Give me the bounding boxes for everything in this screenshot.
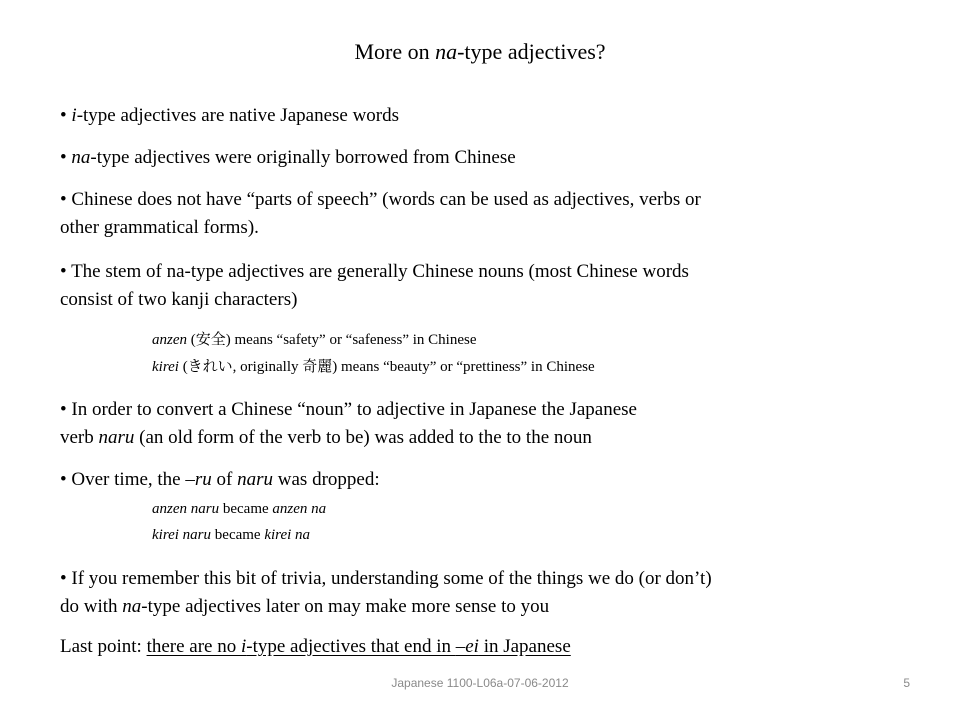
example-term-2: anzen na bbox=[272, 501, 327, 517]
example-kirei-naru bbox=[152, 525, 912, 545]
bullet-i-type-native bbox=[60, 102, 910, 130]
term-emphasis: i bbox=[240, 636, 247, 657]
term-emphasis-2: naru bbox=[237, 469, 274, 490]
slide-footer: Japanese 1100-L06a-07-06-2012 bbox=[391, 676, 569, 690]
example-term: anzen bbox=[152, 332, 187, 348]
title-emphasis: na bbox=[435, 39, 458, 64]
bullet-marker: • bbox=[60, 568, 67, 589]
bullet-na-type-borrowed bbox=[60, 144, 910, 172]
bullet-naru-added bbox=[60, 396, 910, 452]
bullet-marker: • bbox=[60, 399, 67, 420]
example-text: (きれい, originally 奇麗) means “beauty” or “prettiness” in Chinese bbox=[178, 359, 595, 375]
bullet-text-continued: do with bbox=[60, 596, 123, 617]
bullet-chinese-nouns bbox=[60, 258, 910, 314]
bullet-text-continued: verb bbox=[60, 427, 99, 448]
example-term: kirei naru bbox=[152, 527, 212, 543]
bullet-marker: • bbox=[60, 469, 67, 490]
title-text: More on bbox=[354, 39, 436, 64]
example-anzen-naru bbox=[152, 499, 912, 519]
last-point bbox=[60, 633, 910, 661]
bullet-text: The stem of na-type adjectives are generally Chinese nouns (most Chinese words bbox=[71, 261, 689, 282]
example-text: became bbox=[219, 501, 273, 517]
bullet-text: If you remember this bit of trivia, understanding some of the things we do (or don’t) bbox=[71, 568, 712, 589]
bullet-text: -type adjectives were originally borrowed from Chinese bbox=[90, 147, 516, 168]
last-point-text-end: in Japanese bbox=[478, 636, 571, 657]
term-emphasis: naru bbox=[98, 427, 135, 448]
bullet-text-continued: other grammatical forms). bbox=[60, 217, 259, 238]
term-emphasis: i bbox=[71, 105, 77, 126]
bullet-marker: • bbox=[60, 189, 67, 210]
example-text: became bbox=[211, 527, 265, 543]
bullet-text: -type adjectives are native Japanese words bbox=[76, 105, 400, 126]
bullet-text-continued-end: -type adjectives later on may make more sense to you bbox=[141, 596, 550, 617]
term-emphasis: na bbox=[71, 147, 91, 168]
bullet-text: In order to convert a Chinese “noun” to adjective in Japanese the Japanese bbox=[71, 399, 637, 420]
bullet-trivia bbox=[60, 565, 910, 621]
bullet-text-continued-end: (an old form of the verb to be) was added to the to the noun bbox=[134, 427, 592, 448]
bullet-text-continued: consist of two kanji characters) bbox=[60, 289, 298, 310]
page-number: 5 bbox=[903, 676, 910, 690]
bullet-marker: • bbox=[60, 261, 67, 282]
example-anzen bbox=[152, 330, 912, 350]
bullet-text-end: was dropped: bbox=[273, 469, 380, 490]
bullet-text: Chinese does not have “parts of speech” (words can be used as adjectives, verbs or bbox=[71, 189, 701, 210]
bullet-text: Over time, the bbox=[71, 469, 186, 490]
last-point-text-mid: -type adjectives that end in bbox=[246, 636, 456, 657]
example-term: kirei bbox=[152, 359, 179, 375]
term-emphasis: na bbox=[122, 596, 142, 617]
title-text-end: -type adjectives? bbox=[457, 39, 606, 64]
last-point-text: there are no bbox=[146, 636, 241, 657]
example-text: (安全) means “safety” or “safeness” in Chinese bbox=[187, 332, 477, 348]
last-point-label: Last point: bbox=[60, 636, 147, 657]
slide-title bbox=[0, 38, 960, 66]
bullet-marker: • bbox=[60, 105, 67, 126]
example-kirei bbox=[152, 357, 912, 377]
bullet-text-mid: of bbox=[211, 469, 238, 490]
bullet-ru-dropped bbox=[60, 466, 910, 494]
bullet-parts-of-speech bbox=[60, 186, 910, 242]
example-term: anzen naru bbox=[152, 501, 220, 517]
term-emphasis-2: –ei bbox=[455, 636, 479, 657]
last-point-underlined bbox=[147, 636, 571, 657]
example-term-2: kirei na bbox=[264, 527, 311, 543]
bullet-marker: • bbox=[60, 147, 67, 168]
term-emphasis: –ru bbox=[185, 469, 212, 490]
